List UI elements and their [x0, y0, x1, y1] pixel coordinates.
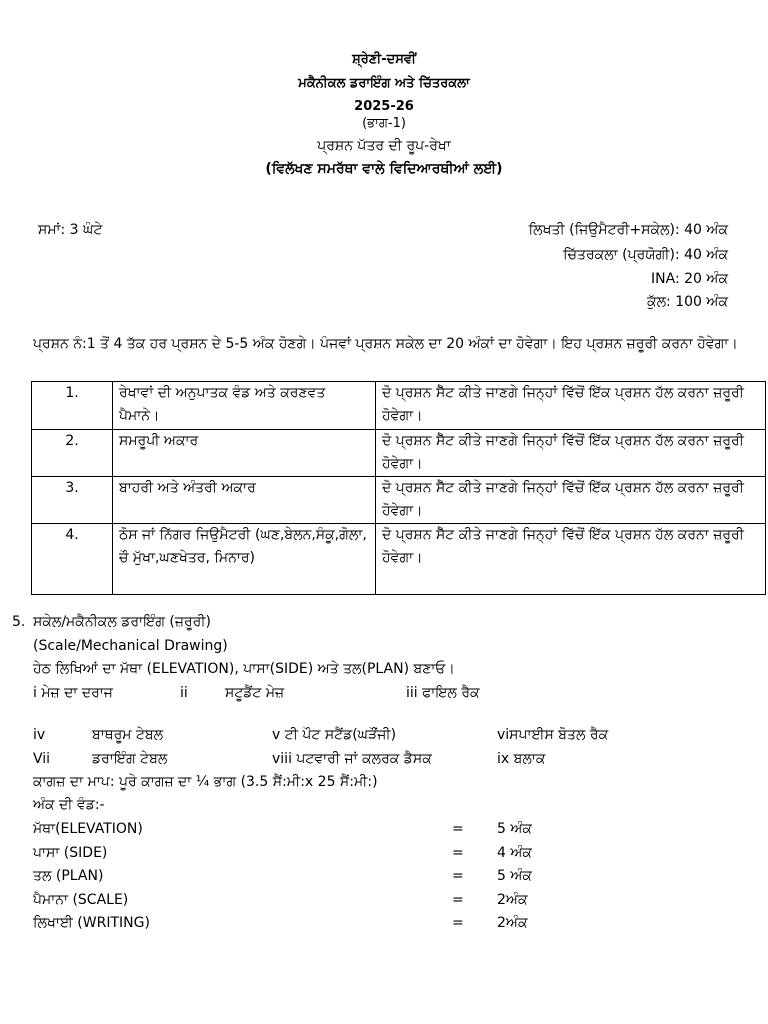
distribution-marks: 5 ਅੰਕ	[497, 821, 532, 837]
question-topic: ਰੇਖਾਵਾਂ ਦੀ ਅਨੁਪਾਤਕ ਵੰਡ ਅਤੇ ਕਰਣਵਤ ਪੈਮਾਨੇ।	[113, 382, 376, 430]
section5-title-english: (Scale/Mechanical Drawing)	[33, 638, 228, 654]
table-row	[32, 524, 766, 595]
item-block: ix ਬਲਾਕ	[497, 751, 546, 767]
subject-title: ਮਕੈਨੀਕਲ ਡਰਾਇੰਗ ਅਤੇ ਚਿੱਤਰਕਲਾ	[298, 76, 470, 91]
item-bathroom-table: ਬਾਥਰੂਮ ਟੇਬਲ	[92, 727, 164, 743]
time-allowed: ਸਮਾਂ: 3 ਘੰਟੇ	[38, 222, 103, 238]
item-number-iv: iv	[33, 727, 46, 743]
table-row	[32, 477, 766, 524]
question-rule: ਦੋ ਪ੍ਰਸ਼ਨ ਸੈੱਟ ਕੀਤੇ ਜਾਣਗੇ ਜਿਨ੍ਹਾਂ ਵਿੱਚੋਂ ਇੱਕ ਪ੍ਰਸ਼ਨ ਹੱਲ ਕਰਨਾ ਜ਼ਰੂਰੀ ਹੋਵੇਗਾ।	[376, 477, 766, 524]
paper-size: ਕਾਗਜ਼ ਦਾ ਮਾਪ: ਪੂਰੇ ਕਾਗਜ਼ ਦਾ ¼ ਭਾਗ (3.5 ਸੈਂ:ਮੀ:x 25 ਸੈਂ:ਮੀ:)	[33, 774, 378, 790]
distribution-marks: 5 ਅੰਕ	[497, 868, 532, 884]
instructions-paragraph: ਪ੍ਰਸ਼ਨ ਨੰ:1 ਤੋਂ 4 ਤੱਕ ਹਰ ਪ੍ਰਸ਼ਨ ਦੇ 5-5 ਅੰਕ ਹੋਣਗੇ। ਪੰਜਵਾਂ ਪ੍ਰਸ਼ਨ ਸਕੇਲ ਦਾ 20 ਅੰਕਾਂ ਦਾ ਹੋਵੇਗਾ। ਇਹ ਪ੍ਰਸ਼ਨ ਜ਼ਰੂਰੀ ਕਰਨਾ ਹੋਵੇਗਾ।	[33, 336, 738, 352]
class-line: ਸ਼੍ਰੇਣੀ-ਦਸਵੀਂ	[352, 52, 416, 67]
distribution-label: ਪੈਮਾਨਾ (SCALE)	[33, 892, 129, 908]
written-marks: ਲਿਖਤੀ (ਜਿਉਮੈਟਰੀ+ਸਕੇਲ): 40 ਅੰਕ	[528, 222, 728, 238]
audience-note: (ਵਿਲੱਖਣ ਸਮਰੱਥਾ ਵਾਲੇ ਵਿਦਿਆਰਥੀਆਂ ਲਈ)	[265, 161, 503, 177]
question-rule: ਦੋ ਪ੍ਰਸ਼ਨ ਸੈੱਟ ਕੀਤੇ ਜਾਣਗੇ ਜਿਨ੍ਹਾਂ ਵਿੱਚੋਂ ਇੱਕ ਪ੍ਰਸ਼ਨ ਹੱਲ ਕਰਨਾ ਜ਼ਰੂਰੀ ਹੋਵੇਗਾ।	[376, 524, 766, 595]
item-teapot-stand: v ਟੀ ਪੌਟ ਸਟੈਂਡ(ਘੜੌਂਜੀ)	[272, 727, 397, 743]
practical-marks: ਚਿੱਤਰਕਲਾ (ਪ੍ਰਯੋਗੀ): 40 ਅੰਕ	[563, 247, 728, 263]
distribution-equals: =	[452, 868, 464, 884]
distribution-label: ਮੱਥਾ(ELEVATION)	[33, 821, 143, 837]
item-drawer: i ਮੇਜ਼ ਦਾ ਦਰਾਜ	[33, 685, 113, 701]
question-topic: ਠੋਸ ਜਾਂ ਨਿੱਗਰ ਜਿਉਮੈਟਰੀ (ਘਣ,ਬੇਲਨ,ਸੰਕੂ,ਗੋਲਾ, ਚੌ ਮੁੱਖਾ,ਘਣਖੇਤਰ, ਮਿਨਾਰ)	[113, 524, 376, 595]
question-rule: ਦੋ ਪ੍ਰਸ਼ਨ ਸੈੱਟ ਕੀਤੇ ਜਾਣਗੇ ਜਿਨ੍ਹਾਂ ਵਿੱਚੋਂ ਇੱਕ ਪ੍ਰਸ਼ਨ ਹੱਲ ਕਰਨਾ ਜ਼ਰੂਰੀ ਹੋਵੇਗਾ।	[376, 430, 766, 477]
item-spice-rack: viਸਪਾਈਸ ਬੋਤਲ ਰੈਕ	[497, 727, 609, 743]
session-year: 2025-26	[354, 99, 414, 114]
item-file-rack: iii ਫਾਇਲ ਰੈਕ	[406, 685, 480, 701]
question-number: 4.	[32, 524, 113, 595]
item-drawing-table: ਡਰਾਇੰਗ ਟੇਬਲ	[92, 751, 168, 767]
item-number-ii: ii	[180, 685, 188, 701]
distribution-equals: =	[452, 915, 464, 931]
question-topic: ਸਮਰੂਪੀ ਅਕਾਰ	[113, 430, 376, 477]
outline-title: ਪ੍ਰਸ਼ਨ ਪੱਤਰ ਦੀ ਰੂਪ-ਰੇਖਾ	[317, 138, 451, 154]
distribution-equals: =	[452, 845, 464, 861]
total-marks: ਕੁੱਲ: 100 ਅੰਕ	[647, 294, 728, 310]
section5-task: ਹੇਠ ਲਿਖਿਆਂ ਦਾ ਮੱਥਾ (ELEVATION), ਪਾਸਾ(SIDE) ਅਤੇ ਤਲ(PLAN) ਬਣਾਓ।	[33, 661, 455, 677]
distribution-marks: 2ਅੰਕ	[497, 915, 528, 931]
question-topic: ਬਾਹਰੀ ਅਤੇ ਅੰਤਰੀ ਅਕਾਰ	[113, 477, 376, 524]
table-row	[32, 430, 766, 477]
distribution-equals: =	[452, 821, 464, 837]
questions-table	[31, 381, 766, 595]
distribution-label: ਤਲ (PLAN)	[33, 868, 104, 884]
distribution-label: ਲਿਖਾਈ (WRITING)	[33, 915, 150, 931]
item-number-vii: Vii	[33, 751, 51, 767]
question-rule: ਦੋ ਪ੍ਰਸ਼ਨ ਸੈੱਟ ਕੀਤੇ ਜਾਣਗੇ ਜਿਨ੍ਹਾਂ ਵਿੱਚੋਂ ਇੱਕ ਪ੍ਰਸ਼ਨ ਹੱਲ ਕਰਨਾ ਜ਼ਰੂਰੀ ਹੋਵੇਗਾ।	[376, 382, 766, 430]
distribution-label: ਪਾਸਾ (SIDE)	[33, 845, 108, 861]
distribution-heading: ਅੰਕ ਦੀ ਵੰਡ:-	[33, 797, 105, 813]
table-row	[32, 382, 766, 430]
distribution-equals: =	[452, 892, 464, 908]
question-number: 2.	[32, 430, 113, 477]
distribution-marks: 4 ਅੰਕ	[497, 845, 532, 861]
part-label: (ਭਾਗ-1)	[362, 116, 406, 131]
section5-number: 5.	[12, 614, 26, 630]
distribution-marks: 2ਅੰਕ	[497, 892, 528, 908]
question-number: 3.	[32, 477, 113, 524]
item-student-table: ਸਟੂਡੈਂਟ ਮੇਜ਼	[225, 685, 285, 701]
question-number: 1.	[32, 382, 113, 430]
section5-title: ਸਕੇਲ/ਮਕੈਨੀਕਲ ਡਰਾਇੰਗ (ਜ਼ਰੂਰੀ)	[33, 614, 212, 630]
ina-marks: INA: 20 ਅੰਕ	[651, 271, 728, 287]
item-clerk-desk: viii ਪਟਵਾਰੀ ਜਾਂ ਕਲਰਕ ਡੈਸਕ	[272, 751, 432, 767]
